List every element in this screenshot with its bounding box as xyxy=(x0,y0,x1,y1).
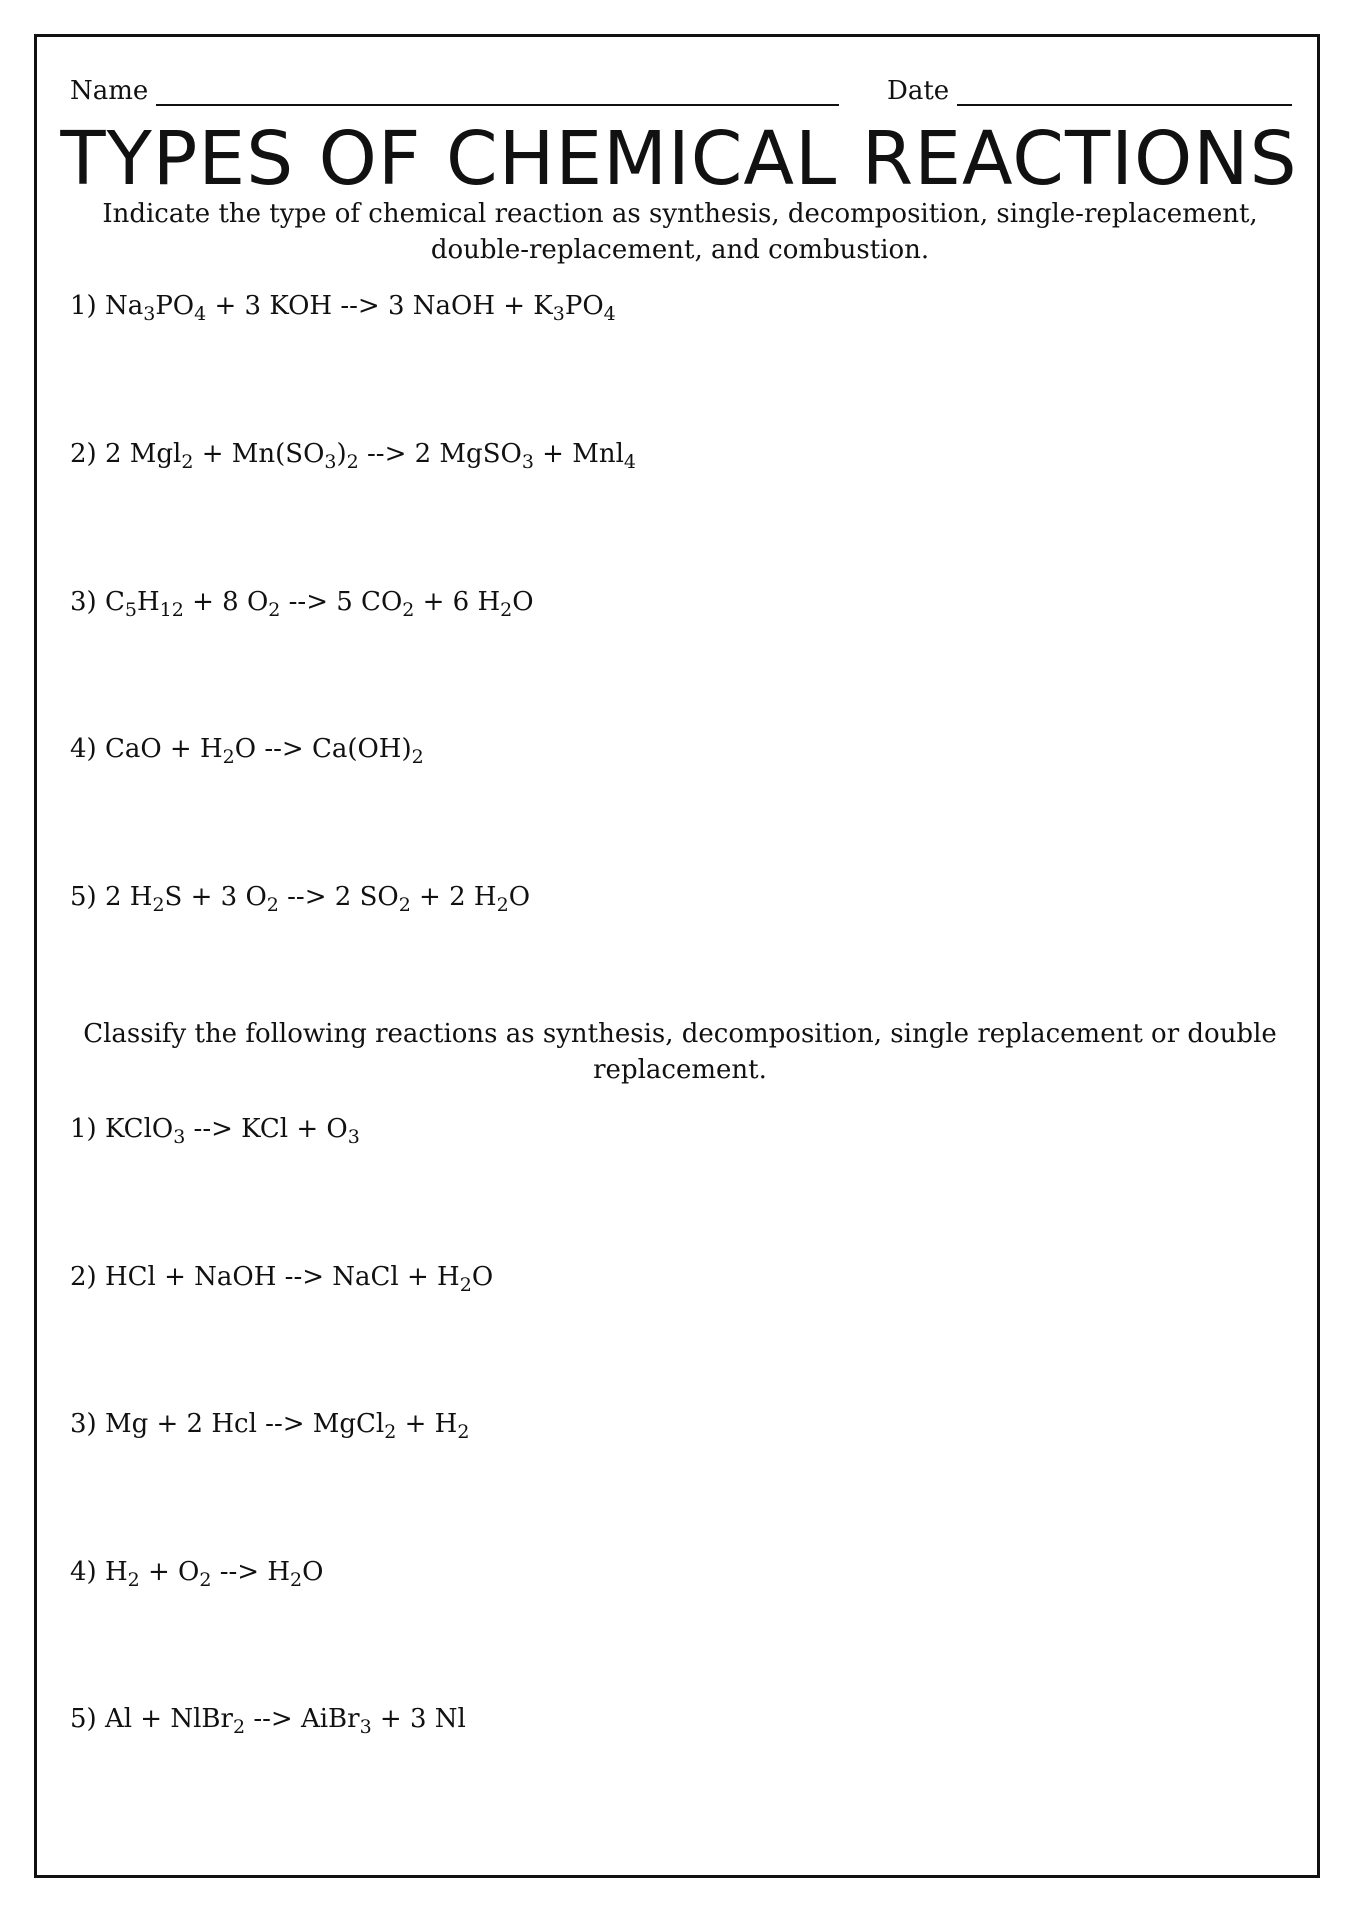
item-number: 5) xyxy=(70,882,97,912)
item-number: 1) xyxy=(70,291,97,321)
reaction-equation: HCl + NaOH --> NaCl + $H_2O$ xyxy=(104,1262,494,1297)
name-field-row xyxy=(70,66,839,106)
section2-item-1 xyxy=(70,1111,360,1147)
section1-item-4 xyxy=(70,731,424,767)
reaction-equation: Al + NlBr$_2$ --> AiBr$_3$ + 3 Nl xyxy=(104,1704,466,1739)
section2-instructions-line2: replacement. xyxy=(593,1055,767,1085)
reaction-equation: 2 $H_2S + 3$ $O_2$ --> 2 $SO_2 + 2$ $H_2O$ xyxy=(104,882,531,917)
section1-item-1 xyxy=(70,288,616,324)
item-number: 2) xyxy=(70,439,97,469)
reaction-equation: $H_2 + O_2$ --> $H_2O$ xyxy=(104,1557,324,1592)
date-label: Date xyxy=(887,76,950,106)
reaction-equation: 2 $Mgl_2 + Mn(SO_3)_2$ --> 2 MgSO$_3$ + Mnl$_4$ xyxy=(104,439,637,474)
section1-item-5 xyxy=(70,879,530,915)
section2-item-2 xyxy=(70,1259,493,1295)
item-number: 5) xyxy=(70,1704,97,1734)
section2-instructions xyxy=(80,1016,1280,1088)
section2-item-4 xyxy=(70,1554,323,1590)
item-number: 3) xyxy=(70,587,97,617)
item-number: 4) xyxy=(70,734,97,764)
reaction-equation: KClO$_3$ --> KCl + $O_3$ xyxy=(104,1114,360,1149)
section1-item-3 xyxy=(70,584,534,620)
item-number: 4) xyxy=(70,1557,97,1587)
section2-instructions-line1: Classify the following reactions as synthesis, decomposition, single replacement or double xyxy=(83,1019,1277,1049)
reaction-equation: Mg + 2 Hcl --> MgCl$_2$ + $H_2$ xyxy=(104,1409,470,1444)
item-number: 1) xyxy=(70,1114,97,1144)
name-blank-line[interactable] xyxy=(156,76,839,106)
page-title: TYPES OF CHEMICAL REACTIONS xyxy=(60,116,1298,202)
name-label: Name xyxy=(70,76,149,106)
section2-item-3 xyxy=(70,1406,469,1442)
section1-instructions xyxy=(80,196,1280,268)
section1-instructions-line1: Indicate the type of chemical reaction as synthesis, decomposition, single-replacement, xyxy=(102,199,1258,229)
reaction-equation: $Na_3PO_4 + 3$ KOH --> 3 NaOH + $K_3PO_4$ xyxy=(104,291,616,326)
reaction-equation: $C_5H_{12} + 8$ $O_2$ --> 5 $CO_2 + 6$ $H_2O$ xyxy=(104,587,534,622)
item-number: 2) xyxy=(70,1262,97,1292)
item-number: 3) xyxy=(70,1409,97,1439)
reaction-equation: CaO + $H_2O$ --> $Ca(OH)_2$ xyxy=(104,734,424,769)
section2-item-5 xyxy=(70,1701,466,1737)
date-blank-line[interactable] xyxy=(957,76,1292,106)
section1-instructions-line2: double-replacement, and combustion. xyxy=(430,235,930,265)
date-field-row xyxy=(887,66,1292,106)
section1-item-2 xyxy=(70,436,636,472)
